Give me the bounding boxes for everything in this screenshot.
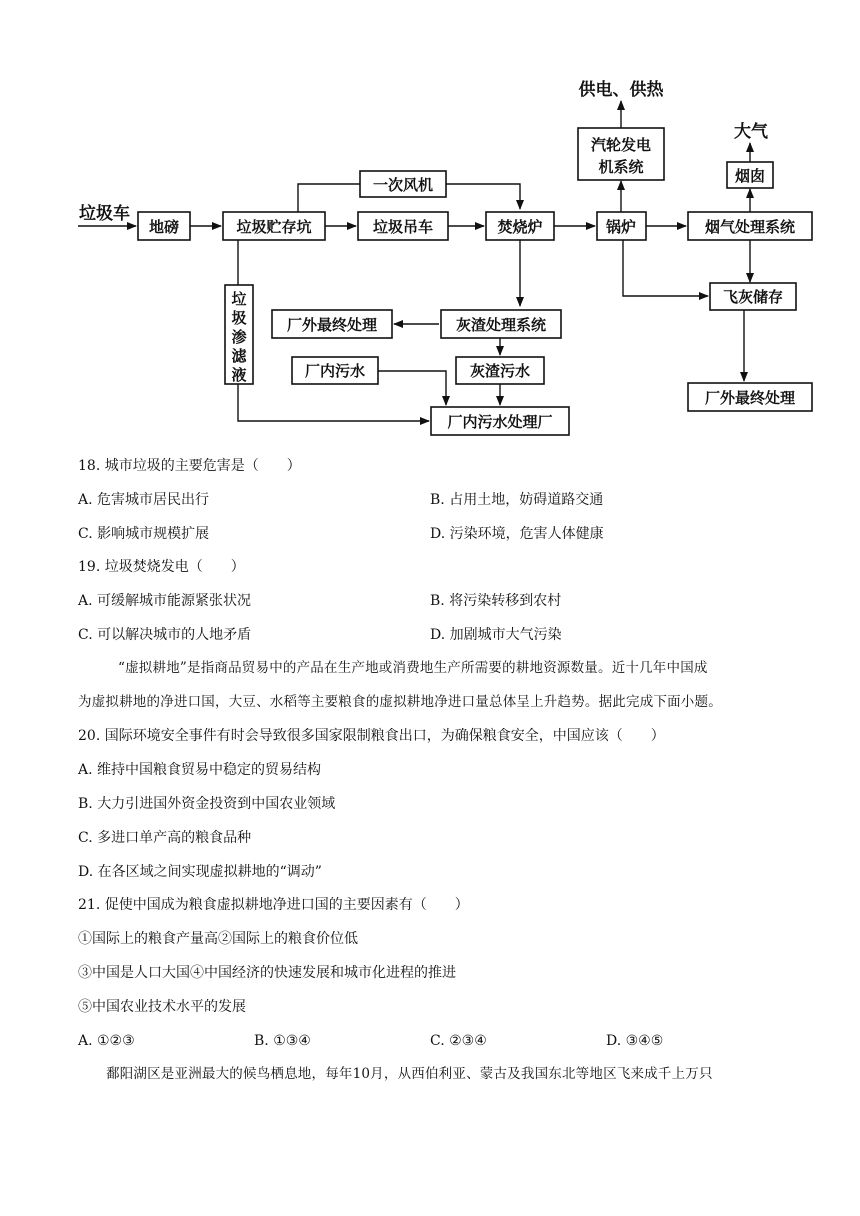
- fly-ash-label: 飞灰储存: [722, 288, 784, 306]
- leachate-char-4: 滤: [231, 347, 247, 365]
- q19-option-c[interactable]: C. 可以解决城市的人地矛盾: [78, 627, 252, 643]
- q21-option-c[interactable]: C. ②③④: [430, 1033, 487, 1049]
- q18-option-d[interactable]: D. 污染环境，危害人体健康: [430, 526, 604, 542]
- q20-stem: 20. 国际环境安全事件有时会导致很多国家限制粮食出口，为确保粮食安全，中国应该（ ）: [78, 728, 665, 744]
- q19-option-d[interactable]: D. 加剧城市大气污染: [430, 627, 562, 643]
- leachate-char-2: 圾: [231, 309, 247, 327]
- q20-option-b[interactable]: B. 大力引进国外资金投资到中国农业领域: [78, 796, 336, 812]
- primary-fan-label: 一次风机: [372, 176, 434, 194]
- q21-statement-3: ⑤中国农业技术水平的发展: [78, 999, 246, 1015]
- crane-label: 垃圾吊车: [372, 218, 434, 236]
- chimney-label: 烟囱: [734, 167, 766, 185]
- q21-option-b[interactable]: B. ①③④: [254, 1033, 311, 1049]
- q21-statement-1: ①国际上的粮食产量高②国际上的粮食价位低: [78, 931, 358, 947]
- q20-option-d[interactable]: D. 在各区域之间实现虚拟耕地的“调动”: [78, 864, 322, 880]
- input-label: 垃圾车: [79, 204, 130, 224]
- storage-pit-label: 垃圾贮存坑: [236, 218, 312, 236]
- passage-virtual-cropland-line2: 为虚拟耕地的净进口国，大豆、水稻等主要粮食的虚拟耕地净进口量总体呈上升趋势。据此完成下面小题。: [78, 694, 722, 710]
- turbine-label-1: 汽轮发电: [590, 136, 652, 154]
- offsite-final-right-label: 厂外最终处理: [704, 389, 796, 407]
- q21-option-d[interactable]: D. ③④⑤: [606, 1033, 664, 1049]
- leachate-char-1: 垃: [231, 290, 247, 308]
- boiler-label: 锅炉: [605, 218, 637, 236]
- leachate-char-3: 渗: [231, 328, 247, 346]
- weighbridge-label: 地磅: [148, 218, 180, 236]
- incinerator-label: 焚烧炉: [497, 218, 543, 236]
- ash-system-label: 灰渣处理系统: [455, 316, 547, 334]
- q20-option-c[interactable]: C. 多进口单产高的粮食品种: [78, 830, 252, 846]
- offsite-final-left-label: 厂外最终处理: [286, 316, 378, 334]
- passage-poyang-lake-line1: 鄱阳湖区是亚洲最大的候鸟栖息地，每年10月，从西伯利亚、蒙古及我国东北等地区飞来成千上万只: [106, 1066, 713, 1082]
- passage-virtual-cropland-line1: “虚拟耕地”是指商品贸易中的产品在生产地或消费地生产所需要的耕地资源数量。近十几年中国成: [118, 660, 708, 676]
- q19-option-b[interactable]: B. 将污染转移到农村: [430, 593, 562, 609]
- q21-statement-2: ③中国是人口大国④中国经济的快速发展和城市化进程的推进: [78, 965, 456, 981]
- flue-gas-label: 烟气处理系统: [704, 218, 796, 236]
- q18-stem: 18. 城市垃圾的主要危害是（ ）: [78, 458, 301, 474]
- atmosphere-label: 大气: [734, 122, 768, 142]
- ash-sewage-label: 灰渣污水: [469, 362, 531, 380]
- q18-option-b[interactable]: B. 占用土地，妨碍道路交通: [430, 492, 604, 508]
- q19-option-a[interactable]: A. 可缓解城市能源紧张状况: [78, 593, 252, 609]
- q20-option-a[interactable]: A. 维持中国粮食贸易中稳定的贸易结构: [78, 762, 322, 778]
- turbine-label-2: 机系统: [598, 158, 644, 176]
- waste-incineration-flow-diagram: [0, 0, 860, 450]
- leachate-char-5: 液: [231, 366, 247, 384]
- q18-option-c[interactable]: C. 影响城市规模扩展: [78, 526, 210, 542]
- q21-option-a[interactable]: A. ①②③: [78, 1033, 135, 1049]
- q18-option-a[interactable]: A. 危害城市居民出行: [78, 492, 210, 508]
- sewage-plant-label: 厂内污水处理厂: [447, 413, 553, 431]
- q21-stem: 21. 促使中国成为粮食虚拟耕地净进口国的主要因素有（ ）: [78, 897, 469, 913]
- power-heat-label: 供电、供热: [578, 80, 664, 100]
- q19-stem: 19. 垃圾焚烧发电（ ）: [78, 559, 245, 575]
- plant-sewage-label: 厂内污水: [304, 362, 366, 380]
